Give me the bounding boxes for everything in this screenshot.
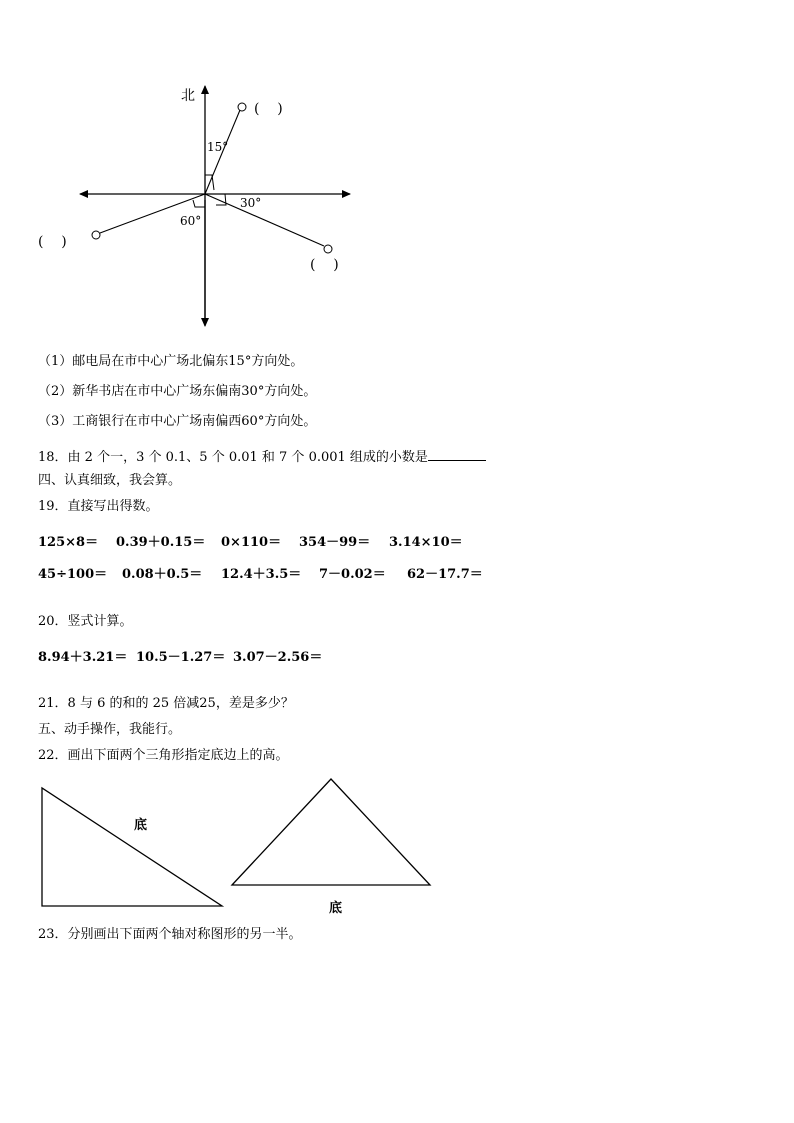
q20-title: 20．竖式计算。 <box>38 614 133 629</box>
q19-row1-item1: 125×8＝ <box>38 535 99 550</box>
angle-30-label: 30° <box>240 196 262 210</box>
acute-triangle <box>232 779 430 885</box>
triangles-diagram <box>0 770 460 920</box>
q18-text: 18．由 2 个一，3 个 0.1、5 个 0.01 和 7 个 0.001 组成的小数是 <box>38 450 428 465</box>
q19-row2-item1: 45÷100＝ <box>38 567 108 582</box>
angle-15-label: 15° <box>207 140 229 154</box>
point-post-office <box>238 103 246 111</box>
q19-row1-item3: 0×110＝ <box>221 535 282 550</box>
q23-text: 23．分别画出下面两个轴对称图形的另一半。 <box>38 927 302 942</box>
q21-text: 21．8 与 6 的和的 25 倍减25，差是多少？ <box>38 696 294 711</box>
q18-line <box>38 448 486 466</box>
q20-item1: 8.94＋3.21＝ <box>38 650 128 665</box>
angle-60-label: 60° <box>180 214 202 228</box>
q22-text: 22．画出下面两个三角形指定底边上的高。 <box>38 748 289 763</box>
q19-row1-item2: 0.39＋0.15＝ <box>116 535 206 550</box>
ray-bookstore <box>205 194 324 246</box>
q19-row1-item4: 354－99＝ <box>299 535 371 550</box>
q19-row2-item4: 7－0.02＝ <box>319 567 386 582</box>
compass-diagram <box>0 0 420 340</box>
section-5-heading: 五、动手操作，我能行。 <box>38 722 182 737</box>
q19-row1-item5: 3.14×10＝ <box>389 535 463 550</box>
q17-item-2: （2）新华书店在市中心广场东偏南30°方向处。 <box>38 384 317 399</box>
q20-item2: 10.5－1.27＝ <box>136 650 226 665</box>
q19-row2-item2: 0.08＋0.5＝ <box>122 567 203 582</box>
answer-paren-1: ( ) <box>254 101 283 117</box>
q20-item3: 3.07－2.56＝ <box>233 650 323 665</box>
right-triangle-base-label: 底 <box>134 818 148 833</box>
answer-paren-3: ( ) <box>310 257 339 273</box>
north-label: 北 <box>181 88 195 104</box>
right-triangle <box>42 788 222 906</box>
answer-paren-2: ( ) <box>38 234 67 250</box>
q19-title: 19．直接写出得数。 <box>38 499 159 514</box>
q17-item-3: （3）工商银行在市中心广场南偏西60°方向处。 <box>38 414 317 429</box>
q19-row2-item3: 12.4＋3.5＝ <box>221 567 302 582</box>
point-bookstore <box>324 245 332 253</box>
point-bank <box>92 231 100 239</box>
section-4-heading: 四、认真细致，我会算。 <box>38 473 182 488</box>
q17-item-1: （1）邮电局在市中心广场北偏东15°方向处。 <box>38 354 304 369</box>
acute-triangle-base-label: 底 <box>329 901 343 916</box>
q18-blank[interactable] <box>428 448 486 461</box>
q19-row2-item5: 62－17.7＝ <box>407 567 483 582</box>
